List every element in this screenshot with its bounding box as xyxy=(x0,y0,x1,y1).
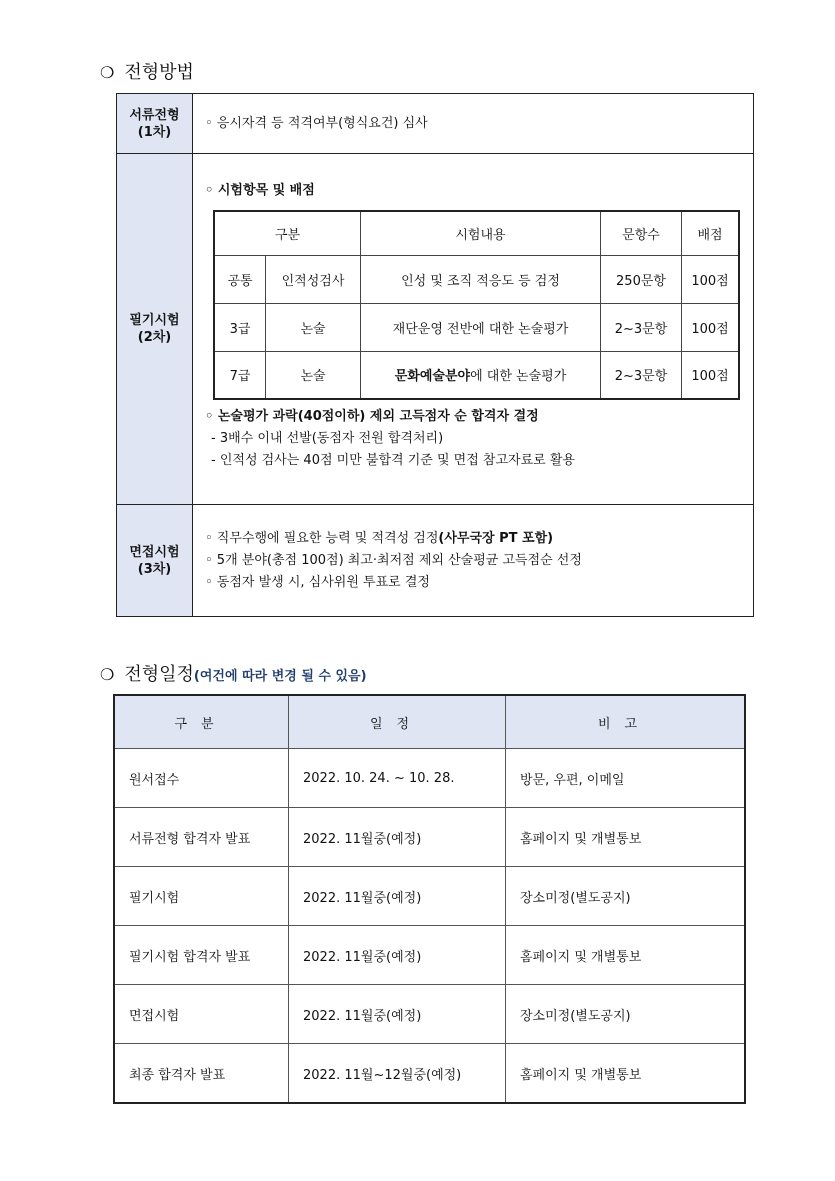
table-row xyxy=(114,1044,745,1104)
table-cell: 장소미정(별도공지) xyxy=(506,985,746,1044)
circle-bullet-icon: ❍ xyxy=(100,63,115,82)
stage-content-interview xyxy=(193,505,754,617)
written-note-sub: - 인적성 검사는 40점 미만 불합격 기준 및 면접 참고자료로 활용 xyxy=(211,453,575,468)
table-cell: 2022. 11월중(예정) xyxy=(289,808,506,867)
interview-emphasis: (사무국장 PT 포함) xyxy=(438,530,554,546)
schedule-table xyxy=(113,694,746,1104)
section-title-schedule xyxy=(100,660,367,686)
section-title-text: 전형방법 xyxy=(124,62,194,83)
header-cell: 구분 xyxy=(214,211,361,255)
stage-content-written xyxy=(193,154,754,505)
header-cell: 비고 xyxy=(506,695,746,749)
interview-line xyxy=(205,528,753,550)
table-row xyxy=(214,303,739,351)
stage-name: 필기시험 xyxy=(129,313,180,328)
table-cell: 장소미정(별도공지) xyxy=(506,867,746,926)
interview-line: ◦ 5개 분야(총점 100점) 최고·최저점 제외 산술평균 고득점순 선정 xyxy=(205,552,582,568)
written-note-main: ◦ 논술평가 과락(40점이하) 제외 고득점자 순 합격자 결정 xyxy=(205,409,539,424)
table-cell: 면접시험 xyxy=(114,985,289,1044)
circle-bullet-icon: ❍ xyxy=(100,665,115,684)
table-cell: 인적성검사 xyxy=(266,255,361,303)
stage-round: (2차) xyxy=(137,330,172,345)
table-cell: 100점 xyxy=(682,351,740,399)
section-note: (여건에 따라 변경 될 수 있음) xyxy=(193,669,367,684)
header-cell: 시험내용 xyxy=(361,211,601,255)
table-cell: 필기시험 xyxy=(114,867,289,926)
table-cell: 원서접수 xyxy=(114,749,289,808)
table-row xyxy=(114,808,745,867)
stage-label-document xyxy=(117,94,193,154)
stage-content-document xyxy=(193,94,754,154)
score-table xyxy=(213,210,740,400)
table-cell: 공통 xyxy=(214,255,266,303)
table-cell: 논술 xyxy=(266,351,361,399)
stage-label-written xyxy=(117,154,193,505)
table-cell: 3급 xyxy=(214,303,266,351)
table-cell: 2022. 11월중(예정) xyxy=(289,985,506,1044)
table-cell: 홈페이지 및 개별통보 xyxy=(506,808,746,867)
table-cell: 2~3문항 xyxy=(601,351,682,399)
header-cell: 문항수 xyxy=(601,211,682,255)
table-cell: 250문항 xyxy=(601,255,682,303)
table-cell: 논술 xyxy=(266,303,361,351)
interview-line: ◦ 동점자 발생 시, 심사위원 투표로 결정 xyxy=(205,574,430,590)
table-cell: 홈페이지 및 개별통보 xyxy=(506,1044,746,1104)
table-cell: 2022. 11월중(예정) xyxy=(289,867,506,926)
stage-text: ◦ 응시자격 등 적격여부(형식요건) 심사 xyxy=(205,115,428,131)
header-cell: 구분 xyxy=(114,695,289,749)
table-cell: 서류전형 합격자 발표 xyxy=(114,808,289,867)
written-heading: ◦ 시험항목 및 배점 xyxy=(205,183,315,198)
table-cell: 재단운영 전반에 대한 논술평가 xyxy=(361,303,601,351)
emphasis-text: 문화예술분야 xyxy=(394,369,471,385)
table-row xyxy=(214,255,739,303)
stage-row-interview xyxy=(117,505,754,617)
table-cell: 2022. 10. 24. ~ 10. 28. xyxy=(289,749,506,808)
stage-round: (3차) xyxy=(137,561,172,577)
table-cell xyxy=(361,351,601,399)
cell-text: 에 대한 논술평가 xyxy=(470,369,567,385)
selection-method-table xyxy=(116,93,754,617)
written-note-sub: - 3배수 이내 선발(동점자 전원 합격처리) xyxy=(211,431,444,446)
stage-round: (1차) xyxy=(137,124,172,140)
section-title-text: 전형일정 xyxy=(124,664,194,685)
header-cell: 일정 xyxy=(289,695,506,749)
header-cell: 배점 xyxy=(682,211,740,255)
stage-label-interview xyxy=(117,505,193,617)
table-row xyxy=(214,351,739,399)
schedule-header-row xyxy=(114,695,745,749)
stage-name: 면접시험 xyxy=(129,544,180,560)
score-table-header xyxy=(214,211,739,255)
stage-row-document xyxy=(117,94,754,154)
table-cell: 2~3문항 xyxy=(601,303,682,351)
table-cell: 7급 xyxy=(214,351,266,399)
section-title-method xyxy=(100,58,194,84)
table-cell: 최종 합격자 발표 xyxy=(114,1044,289,1104)
table-row xyxy=(114,867,745,926)
table-cell: 방문, 우편, 이메일 xyxy=(506,749,746,808)
table-cell: 필기시험 합격자 발표 xyxy=(114,926,289,985)
stage-row-written xyxy=(117,154,754,505)
table-cell: 2022. 11월중(예정) xyxy=(289,926,506,985)
table-cell: 100점 xyxy=(682,303,740,351)
table-cell: 2022. 11월~12월중(예정) xyxy=(289,1044,506,1104)
table-row xyxy=(114,749,745,808)
stage-name: 서류전형 xyxy=(129,107,180,123)
table-cell: 100점 xyxy=(682,255,740,303)
table-cell: 인성 및 조직 적응도 등 검정 xyxy=(361,255,601,303)
table-cell: 홈페이지 및 개별통보 xyxy=(506,926,746,985)
interview-text: ◦ 직무수행에 필요한 능력 및 적격성 검정 xyxy=(205,530,439,546)
table-row xyxy=(114,985,745,1044)
table-row xyxy=(114,926,745,985)
